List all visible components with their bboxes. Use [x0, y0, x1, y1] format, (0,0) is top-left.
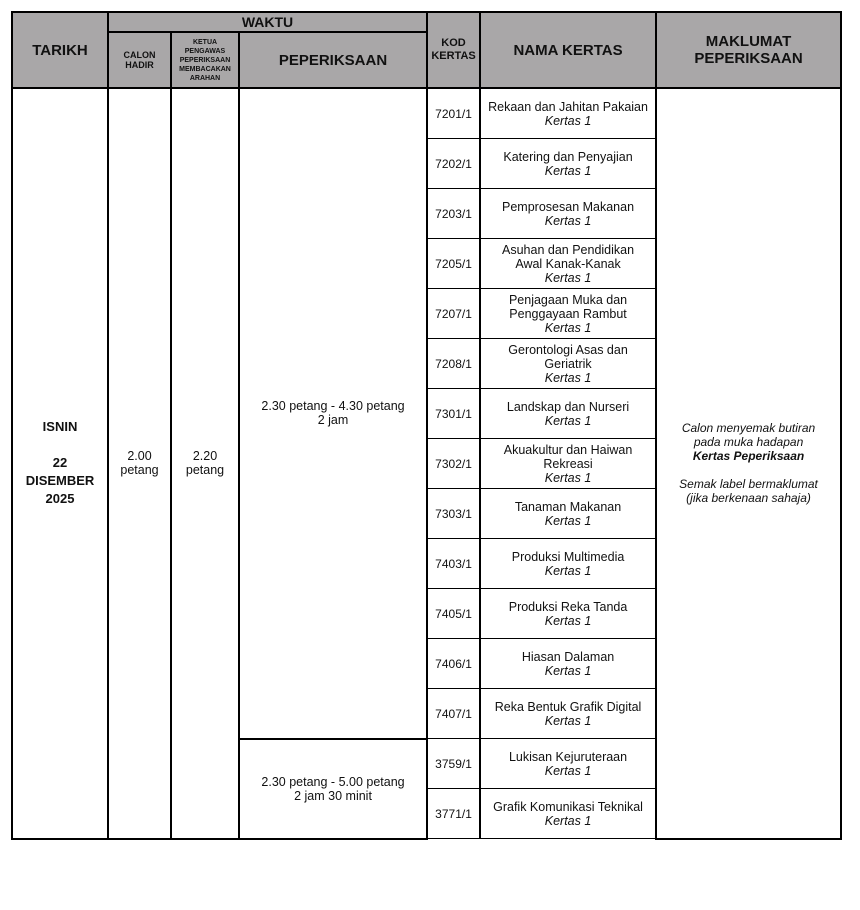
session-duration: 2 jam — [317, 413, 349, 428]
paper-code: 7205/1 — [427, 239, 480, 289]
header-ketua-l5: ARAHAN — [189, 74, 221, 82]
ketua-time-period: petang — [185, 463, 225, 478]
header-ketua-l4: MEMBACAKAN — [179, 65, 231, 73]
paper-number: Kertas 1 — [544, 370, 592, 385]
paper-name — [480, 589, 656, 639]
paper-code: 7302/1 — [427, 439, 480, 489]
calon-hadir-time-value: 2.00 — [127, 449, 152, 464]
paper-name-line: Akuakultur dan Haiwan — [503, 442, 633, 457]
calon-hadir-time — [108, 88, 171, 839]
paper-name-line: Penjagaan Muka dan — [508, 292, 628, 307]
info-line1: Calon menyemak butiran — [681, 421, 816, 436]
paper-number: Kertas 1 — [544, 213, 592, 228]
header-waktu: WAKTU — [108, 12, 427, 32]
paper-code: 7207/1 — [427, 289, 480, 339]
paper-name-line: Hiasan Dalaman — [521, 649, 615, 664]
paper-number: Kertas 1 — [544, 663, 592, 678]
ketua-time-value: 2.20 — [192, 449, 218, 464]
paper-number: Kertas 1 — [544, 813, 592, 828]
paper-code: 7208/1 — [427, 339, 480, 389]
paper-code: 7201/1 — [427, 88, 480, 139]
paper-name-line: Rekaan dan Jahitan Pakaian — [488, 99, 648, 114]
exam-session-time — [239, 88, 427, 739]
paper-name-line: Reka Bentuk Grafik Digital — [494, 699, 642, 714]
paper-name — [480, 739, 656, 789]
paper-number: Kertas 1 — [544, 613, 592, 628]
paper-name — [480, 389, 656, 439]
paper-name — [480, 689, 656, 739]
info-line2: pada muka hadapan — [693, 435, 804, 450]
paper-name-line: Lukisan Kejuruteraan — [508, 749, 628, 764]
paper-number: Kertas 1 — [544, 413, 592, 428]
date-year: 2025 — [45, 491, 75, 507]
paper-name-line: Awal Kanak-Kanak — [515, 256, 621, 271]
paper-number: Kertas 1 — [544, 513, 592, 528]
paper-name-line: Produksi Multimedia — [511, 549, 625, 564]
paper-name — [480, 539, 656, 589]
paper-name — [480, 639, 656, 689]
paper-name-line: Rekreasi — [543, 456, 593, 471]
date-month: DISEMBER — [25, 473, 95, 489]
paper-name-line: Asuhan dan Pendidikan — [502, 242, 635, 257]
calon-hadir-time-period: petang — [120, 463, 159, 478]
paper-code: 3771/1 — [427, 789, 480, 839]
date-number: 22 — [52, 455, 68, 471]
paper-name-line: Tanaman Makanan — [514, 499, 622, 514]
header-maklumat-line1: MAKLUMAT — [705, 33, 792, 50]
header-maklumat — [656, 12, 841, 88]
paper-code: 7405/1 — [427, 589, 480, 639]
header-ketua-pengawas — [171, 32, 239, 88]
session-time-range: 2.30 petang - 5.00 petang — [261, 774, 405, 789]
paper-name — [480, 789, 656, 839]
header-maklumat-line2: PEPERIKSAAN — [694, 50, 803, 67]
paper-number: Kertas 1 — [544, 763, 592, 778]
session-time-range: 2.30 petang - 4.30 petang — [261, 399, 405, 414]
paper-name — [480, 88, 656, 139]
paper-number: Kertas 1 — [544, 320, 592, 335]
paper-code: 7203/1 — [427, 189, 480, 239]
info-line4: Semak label bermaklumat — [679, 477, 818, 492]
paper-number: Kertas 1 — [544, 470, 592, 485]
paper-code: 7303/1 — [427, 489, 480, 539]
paper-name-line: Katering dan Penyajian — [503, 149, 633, 164]
header-tarikh: TARIKH — [12, 12, 108, 88]
paper-name-line: Geriatrik — [544, 356, 592, 371]
paper-name — [480, 339, 656, 389]
paper-number: Kertas 1 — [544, 163, 592, 178]
header-kertas-line: KERTAS — [431, 50, 476, 62]
paper-number: Kertas 1 — [544, 713, 592, 728]
paper-name — [480, 489, 656, 539]
header-nama-kertas: NAMA KERTAS — [480, 12, 656, 88]
exam-schedule-table — [11, 11, 842, 840]
paper-name-line: Grafik Komunikasi Teknikal — [493, 799, 643, 814]
paper-name — [480, 139, 656, 189]
exam-session-time — [239, 739, 427, 839]
paper-name-line: Pemprosesan Makanan — [502, 199, 635, 214]
paper-code: 7301/1 — [427, 389, 480, 439]
paper-code: 7202/1 — [427, 139, 480, 189]
header-ketua-l2: PENGAWAS — [184, 47, 226, 55]
info-line5: (jika berkenaan sahaja) — [686, 491, 811, 506]
header-ketua-l1: KETUA — [192, 38, 218, 46]
maklumat-cell — [656, 88, 841, 839]
header-peperiksaan: PEPERIKSAAN — [239, 32, 427, 88]
paper-number: Kertas 1 — [544, 563, 592, 578]
paper-name — [480, 439, 656, 489]
paper-name — [480, 289, 656, 339]
header-calon-hadir: CALON HADIR — [108, 32, 171, 88]
paper-code: 7403/1 — [427, 539, 480, 589]
paper-name-line: Landskap dan Nurseri — [506, 399, 630, 414]
day-name: ISNIN — [42, 419, 78, 435]
date-cell — [12, 88, 108, 839]
ketua-pengawas-time — [171, 88, 239, 839]
paper-number: Kertas 1 — [544, 270, 592, 285]
session-duration: 2 jam 30 minit — [294, 788, 372, 803]
header-kod-kertas — [427, 12, 480, 88]
header-kod-line: KOD — [441, 37, 466, 49]
table-row — [12, 88, 841, 139]
paper-code: 3759/1 — [427, 739, 480, 789]
paper-code: 7406/1 — [427, 639, 480, 689]
info-line3-bold: Kertas Peperiksaan — [692, 449, 805, 464]
paper-name-line: Penggayaan Rambut — [509, 306, 627, 321]
header-ketua-l3: PEPERIKSAAN — [179, 56, 231, 64]
paper-code: 7407/1 — [427, 689, 480, 739]
paper-name — [480, 239, 656, 289]
paper-name — [480, 189, 656, 239]
paper-number: Kertas 1 — [544, 113, 592, 128]
paper-name-line: Produksi Reka Tanda — [508, 599, 628, 614]
paper-name-line: Gerontologi Asas dan — [508, 342, 628, 357]
